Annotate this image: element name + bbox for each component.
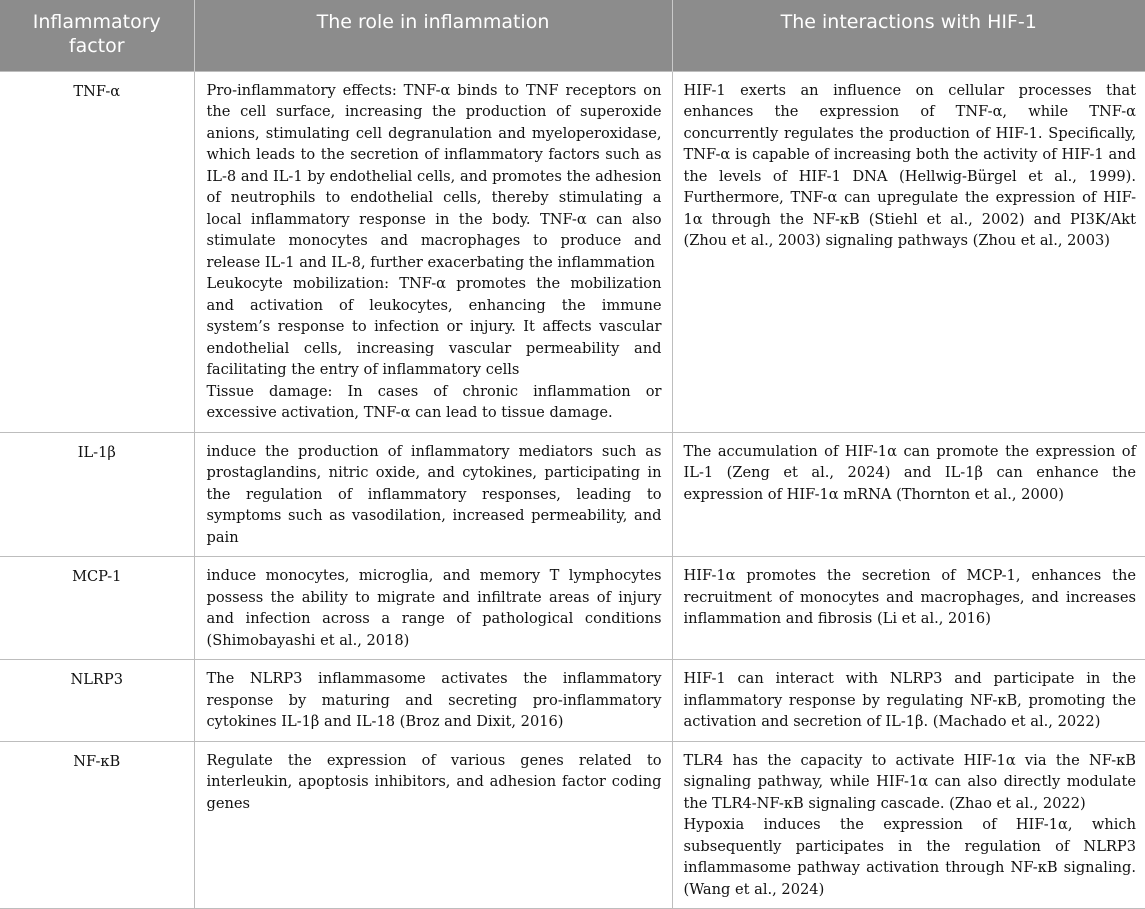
role-cell — [194, 557, 672, 660]
factor-cell: TNF-α — [0, 71, 194, 432]
table-row — [0, 71, 1145, 432]
role-paragraph: Regulate the expression of various genes related to interleukin, apoptosis inhibitors, and adhesion factor coding genes — [206, 751, 662, 812]
table-row — [0, 432, 1145, 557]
header-role-in-inflammation: The role in inflammation — [194, 0, 672, 71]
interaction-paragraph: HIF-1 can interact with NLRP3 and participate in the inflammatory response by regulating NF-κB, promoting the activation and secretion of IL-1β. (Machado et al., 2022) — [683, 670, 1136, 730]
header-inflammatory-factor: Inflammatory factor — [0, 0, 194, 71]
role-cell — [194, 432, 672, 557]
table-row — [0, 660, 1145, 742]
interaction-cell — [672, 432, 1145, 557]
role-paragraph: Leukocyte mobilization: TNF-α promotes the mobilization and activation of leukocytes, enhancing the immune system’s response to infection or injury. It affects vascular endothelial cells, increasing vascular permeability and facilitating the entry of inflammatory cells — [206, 275, 662, 378]
factor-cell: IL-1β — [0, 432, 194, 557]
table-row — [0, 741, 1145, 909]
factor-cell: NLRP3 — [0, 660, 194, 742]
interaction-paragraph: Hypoxia induces the expression of HIF-1α, which subsequently participates in the regulation of NLRP3 inflammasome pathway activation through NF-κB signaling. (Wang et al., 2024) — [683, 816, 1136, 898]
role-cell — [194, 741, 672, 909]
header-row — [0, 0, 1145, 71]
role-cell — [194, 660, 672, 742]
role-cell — [194, 71, 672, 432]
interaction-cell — [672, 660, 1145, 742]
role-paragraph: induce monocytes, microglia, and memory T lymphocytes possess the ability to migrate and infiltrate areas of injury and infection across a range of pathological conditions (Shimobayashi et al., 2018) — [206, 567, 662, 649]
table-body — [0, 71, 1145, 909]
table-row — [0, 557, 1145, 660]
factor-cell: MCP-1 — [0, 557, 194, 660]
factor-cell: NF-κB — [0, 741, 194, 909]
role-paragraph: Pro-inflammatory effects: TNF-α binds to TNF receptors on the cell surface, increasing the production of superoxide anions, stimulating cell degranulation and myeloperoxidase, which leads to the secretion of inflammatory factors such as IL-8 and IL-1 by endothelial cells, and promotes the adhesion of neutrophils to endothelial cells, thereby stimulating a local inflammatory response in the body. TNF-α can also stimulate monocytes and macrophages to produce and release IL-1 and IL-8, further exacerbating the inflammation — [206, 81, 662, 271]
interaction-paragraph: HIF-1 exerts an influence on cellular processes that enhances the expression of TNF-α, while TNF-α concurrently regulates the production of HIF-1. Specifically, TNF-α is capable of increasing both the activity of HIF-1 and the levels of HIF-1 DNA (Hellwig-Bürgel et al., 1999). Furthermore, TNF-α can upregulate the expression of HIF-1α through the NF-κB (Stiehl et al., 2002) and PI3K/Akt (Zhou et al., 2003) signaling pathways (Zhou et al., 2003) — [683, 81, 1136, 249]
interaction-cell — [672, 71, 1145, 432]
interaction-paragraph: HIF-1α promotes the secretion of MCP-1, enhances the recruitment of monocytes and macrophages, and increases inflammation and fibrosis (Li et al., 2016) — [683, 567, 1136, 627]
table-header — [0, 0, 1145, 71]
role-paragraph: Tissue damage: In cases of chronic inflammation or excessive activation, TNF-α can lead to tissue damage. — [206, 382, 662, 421]
interaction-paragraph: The accumulation of HIF-1α can promote the expression of IL-1 (Zeng et al., 2024) and IL-1β can enhance the expression of HIF-1α mRNA (Thornton et al., 2000) — [683, 442, 1136, 503]
interaction-cell — [672, 741, 1145, 909]
role-paragraph: induce the production of inflammatory mediators such as prostaglandins, nitric oxide, and cytokines, participating in the regulation of inflammatory responses, leading to symptoms such as vasodilation, increased permeability, and pain — [206, 442, 662, 546]
interaction-paragraph: TLR4 has the capacity to activate HIF-1α via the NF-κB signaling pathway, while HIF-1α can also directly modulate the TLR4-NF-κB signaling cascade. (Zhao et al., 2022) — [683, 751, 1136, 812]
header-interactions-with-hif1: The interactions with HIF-1 — [672, 0, 1145, 71]
interaction-cell — [672, 557, 1145, 660]
role-paragraph: The NLRP3 inflammasome activates the inflammatory response by maturing and secreting pro-inflammatory cytokines IL-1β and IL-18 (Broz and Dixit, 2016) — [206, 670, 662, 730]
